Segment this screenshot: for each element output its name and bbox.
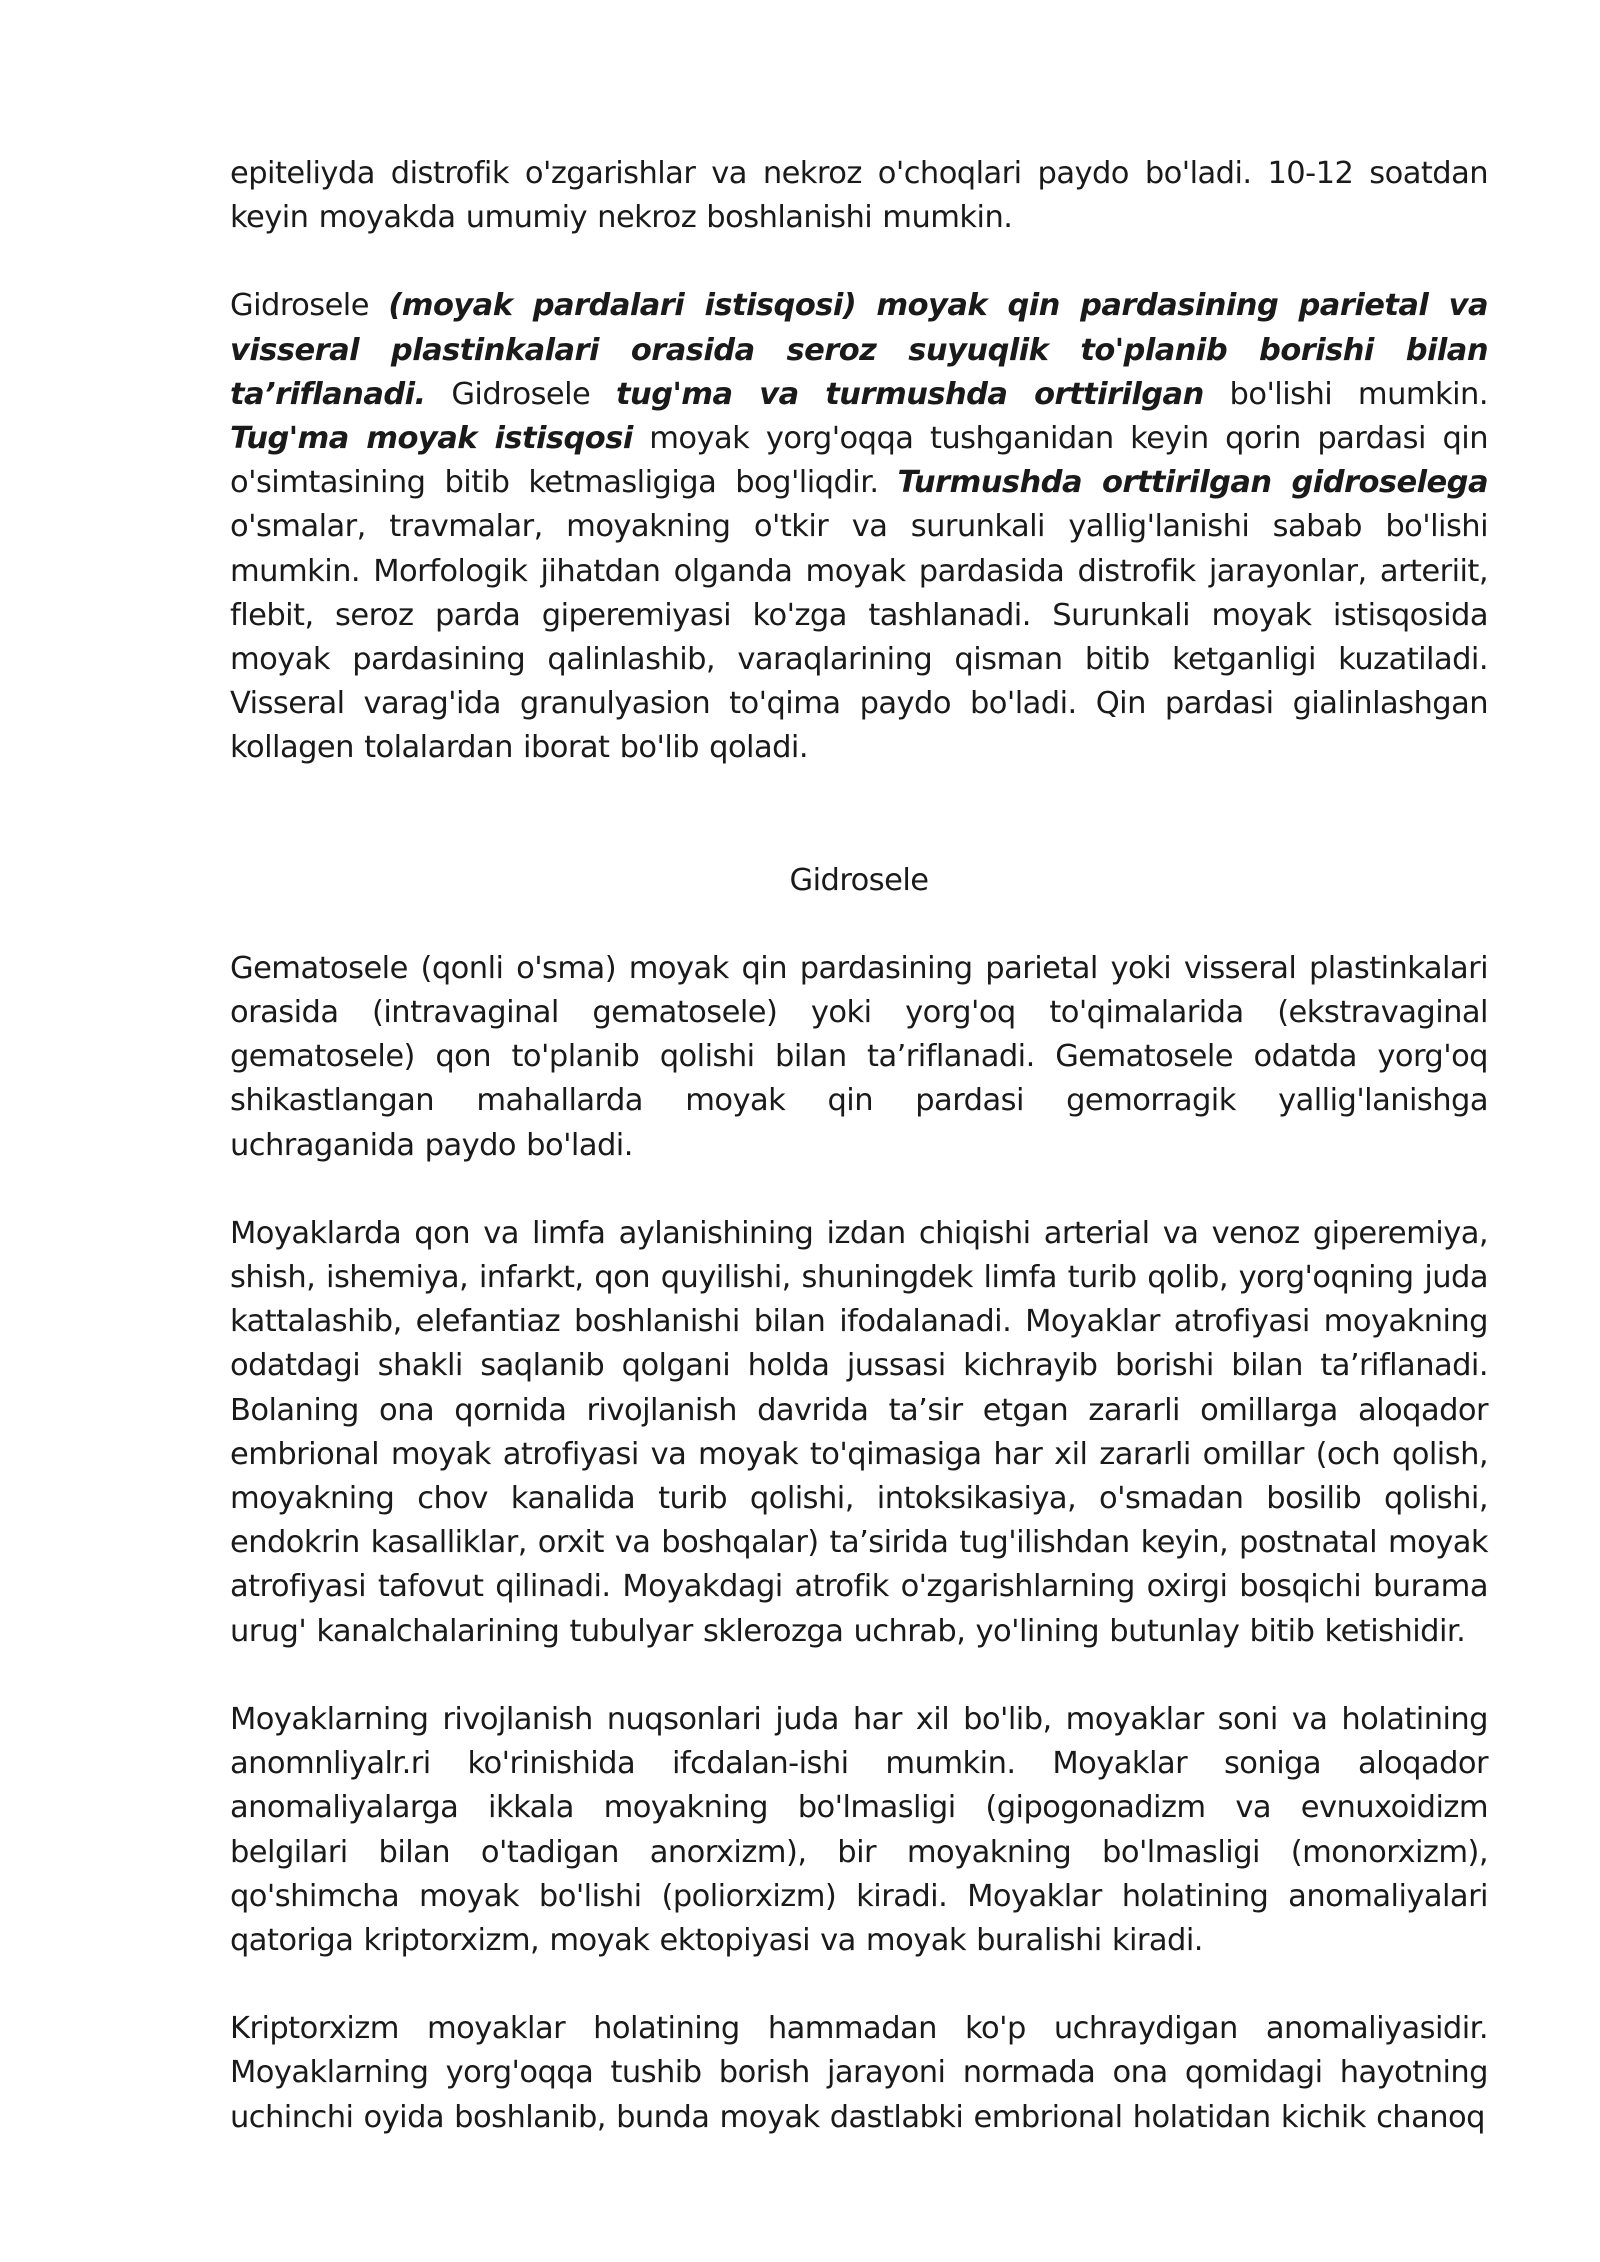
bold-italic-term: tug'ma va turmushda orttirilgan [616, 376, 1204, 412]
text-run: moyak yorg'oqqa tushganidan keyin qorin pardasi qin o'simtasining bitib ketmasligiga bog'liqdir. [230, 421, 1488, 501]
bold-italic-term: Turmushda orttirilgan gidroselega [897, 465, 1488, 501]
bold-italic-definition: (moyak pardalari istisqosi) moyak qin pardasining parietal va visseral plastinkalari orasida seroz suyuqlik to'planib borishi bilan ta’riflanadi. [230, 288, 1488, 412]
text-run: o'smalar, travmalar, moyakning o'tkir va surunkali yallig'lanishi sabab bo'lishi mumkin. Morfologik jihatdan olganda moyak pardasida distrofik jarayonlar, arteriit, flebit, seroz parda giperemiyasi ko'zga tashlanadi. Surunkali moyak istisqosida moyak pardasining qalinlashib, varaqlarining qisman bitib ketganligi kuzatiladi. Visseral varag'ida granulyasion to'qima paydo bo'ladi. Qin pardasi gialinlashgan kollagen tolalardan iborat bo'lib qoladi. [230, 509, 1488, 766]
bold-italic-term: Tug'ma moyak istisqosi [230, 421, 633, 457]
text-run: Gidrosele [230, 288, 389, 324]
text-run: bo'lishi mumkin. [1203, 376, 1488, 412]
figure-caption: Gidrosele [789, 862, 929, 898]
paragraph-kriptorxizm: Kriptorxizm moyaklar holatining hammadan ko'p uchraydigan anomaliyasidir. Moyaklarning yorg'oqqa tushib borish jarayoni normada ona qomidagi hayotning uchinchi oyida boshlanib, bunda moyak dastlabki embrional holatidan kichik chanoq [230, 2011, 1488, 2135]
paragraph-gematosele: Gematosele (qonli o'sma) moyak qin pardasining parietal yoki visseral plastinkalari orasida (intravaginal gematosele) yoki yorg'oq to'qimalarida (ekstravaginal gematosele) qon to'planib qolishi bilan ta’riflanadi. Gematosele odatda yorg'oq shikastlangan mahallarda moyak qin pardasi gemorragik yallig'lanishga uchraganida paydo bo'ladi. [230, 950, 1488, 1163]
paragraph-developmental-anomalies: Moyaklarning rivojlanish nuqsonlari juda har xil bo'lib, moyaklar soni va holatining anomnliyalr.ri ko'rinishida ifcdalan-ishi mumkin. Moyaklar soniga aloqador anomaliyalarga ikkala moyakning bo'lmasligi (gipogonadizm va evnuxoidizm belgilari bilan o'tadigan anorxizm), bir moyakning bo'lmasligi (monorxizm), qo'shimcha moyak bo'lishi (poliorxizm) kiradi. Moyaklar holatining anomaliyalari qatoriga kriptorxizm, moyak ektopiyasi va moyak buralishi kiradi. [230, 1701, 1488, 1958]
document-page [230, 152, 1488, 2184]
paragraph-gidrosele [230, 284, 1488, 770]
text-run: Gidrosele [425, 376, 617, 412]
paragraph-necrosis-continuation: epiteliyda distrofik o'zgarishlar va nekroz o'choqlari paydo bo'ladi. 10-12 soatdan keyin moyakda umumiy nekroz boshlanishi mumkin. [230, 156, 1488, 236]
paragraph-circulation-atrophy: Moyaklarda qon va limfa aylanishining izdan chiqishi arterial va venoz giperemiya, shish, ishemiya, infarkt, qon quyilishi, shuningdek limfa turib qolib, yorg'oqning juda kattalashib, elefantiaz boshlanishi bilan ifodalanadi. Moyaklar atrofiyasi moyakning odatdagi shakli saqlanib qolgani holda jussasi kichrayib borishi bilan ta’riflanadi. Bolaning ona qornida rivojlanish davrida ta’sir etgan zararli omillarga aloqador embrional moyak atrofiyasi va moyak to'qimasiga har xil zararli omillar (och qolish, moyakning chov kanalida turib qolishi, intoksikasiya, o'smadan bosilib qolishi, endokrin kasalliklar, orxit va boshqalar) ta’sirida tug'ilishdan keyin, postnatal moyak atrofiyasi tafovut qilinadi. Moyakdagi atrofik o'zgarishlarning oxirgi bosqichi burama urug' kanalchalarining tubulyar sklerozga uchrab, yo'lining butunlay bitib ketishidir. [230, 1215, 1488, 1649]
